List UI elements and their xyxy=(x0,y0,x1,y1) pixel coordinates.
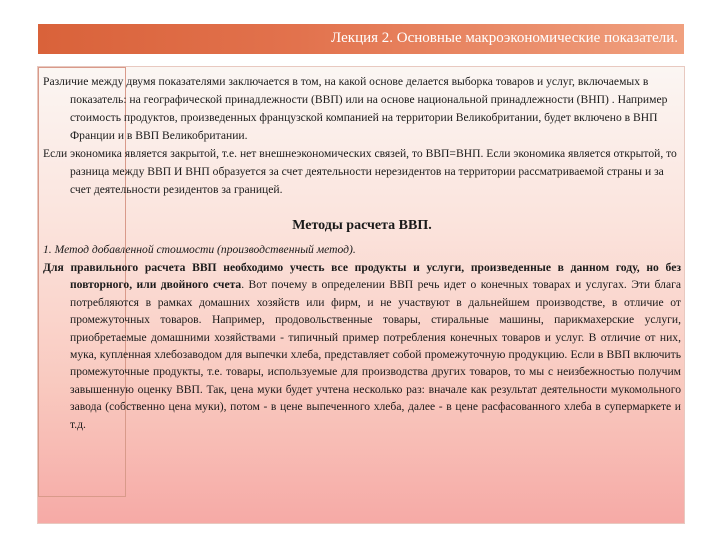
paragraph-value-added-method xyxy=(43,259,681,433)
methods-heading: Методы расчета ВВП. xyxy=(292,218,432,233)
paragraph-bold-lead: Для правильного расчета ВВП необходимо учесть все продукты и услуги, произведенные в данном году, но без повторного, или двойного счета xyxy=(43,261,681,292)
slide-title: Лекция 2. Основные макроэкономические показатели. xyxy=(331,30,678,46)
paragraph-gdp-gnp-difference: Различие между двумя показателями заключается в том, на какой основе делается выборка товаров и услуг, включаемых в показатель: на географической принадлежности (ВВП) или на основе национальной принадлежности (ВНП) . Например стоимость продуктов, произведенных французской компанией на территории Великобритании, будет включено в ВНП Франции и в ВВП Великобритании. xyxy=(43,75,668,142)
paragraph-rest: . Вот почему в определении ВВП речь идет о конечных товарах и услугах. Эти блага потребляются в рамках домашних хозяйств или фирм, и не участвуют в дальнейшем производстве, в отличие от промежуточных товаров. Например, продовольственные товары, стиральные машины, парикмахерские услуги, приобретаемые домашними хозяйствами - типичный пример потребления конечных товаров и услуг. В отличие от них, мука, купленная хлебозаводом для выпечки хлеба, представляет собой промежуточную продукцию. Если в ВВП включить промежуточные продукты, т.е. товары, используемые для производства других товаров, то мы с неизбежностью получим завышенную оценку ВВП. Так, цена муки будет учтена несколько раз: вначале как результат деятельности мукомольного завода (собственно цена муки), потом - в цене выпеченного хлеба, далее - в цене расфасованного хлеба в супермаркете и т.д. xyxy=(70,278,681,431)
slide-title-bar xyxy=(38,24,684,54)
slide-body xyxy=(43,73,681,433)
paragraph-closed-open-economy: Если экономика является закрытой, т.е. нет внешнеэкономических связей, то ВВП=ВНП. Если экономика является открытой, то разница между ВВП И ВНП образуется за счет деятельности нерезидентов на территории рассматриваемой страны и за счет деятельности резидентов за границей. xyxy=(43,147,677,196)
method-1-title: 1. Метод добавленной стоимости (производственный метод). xyxy=(43,243,356,256)
